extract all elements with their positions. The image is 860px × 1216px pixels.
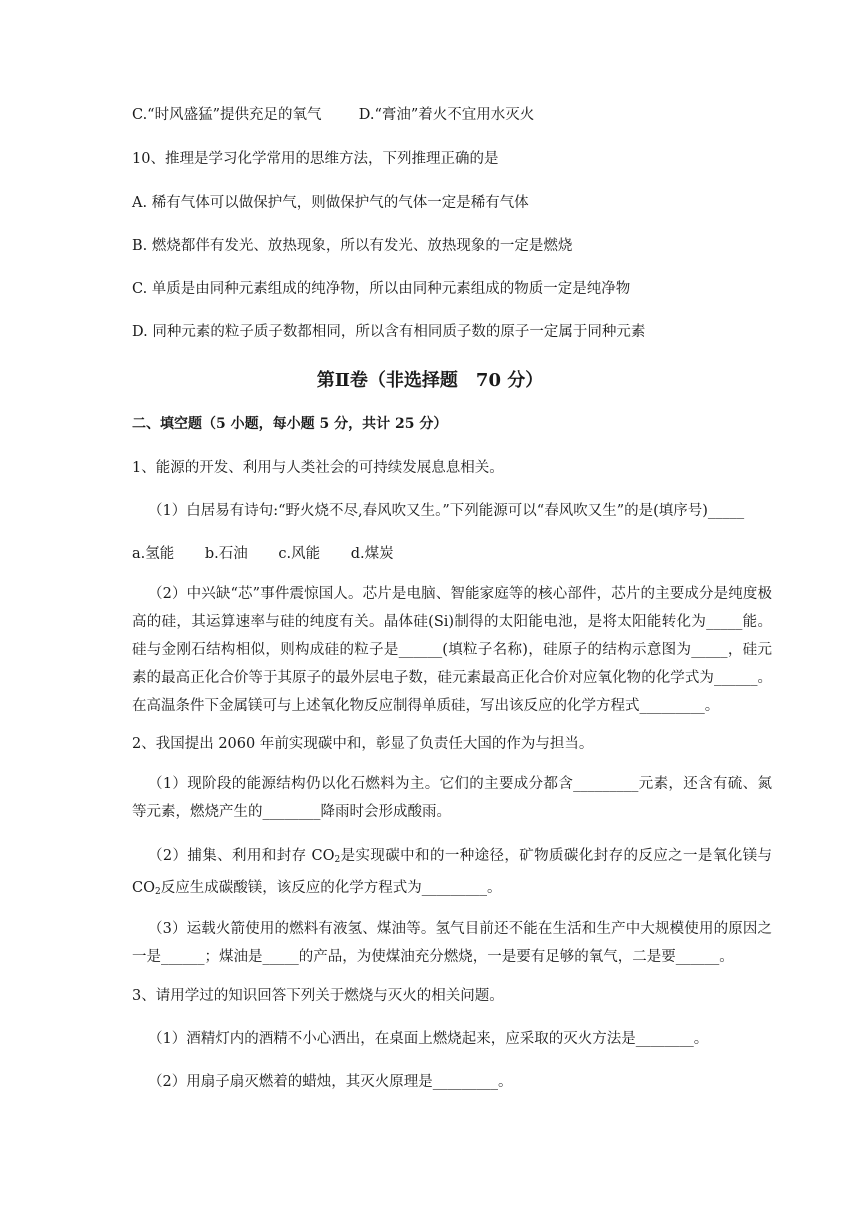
q10-option-b: B. 燃烧都伴有发光、放热现象，所以有发光、放热现象的一定是燃烧 — [132, 238, 573, 254]
q1-options — [132, 544, 420, 564]
q3-stem: 3、请用学过的知识回答下列关于燃烧与灭火的相关问题。 — [132, 988, 504, 1004]
co2-subscript: 2 — [334, 855, 341, 865]
q3-sub1: （1）酒精灯内的酒精不小心洒出，在桌面上燃烧起来，应采取的灭火方法是________。 — [148, 1031, 709, 1047]
q1-option-d: d.煤炭 — [350, 546, 394, 562]
q2-sub2-part-c: 反应生成碳酸镁，该反应的化学方程式为_________。 — [160, 880, 502, 896]
q10-option-a: A. 稀有气体可以做保护气，则做保护气的气体一定是稀有气体 — [132, 195, 529, 211]
q1-option-c: c.风能 — [278, 546, 321, 562]
q2-sub2-part-b: 是实现碳中和的一种途径，矿物质碳化封存的反应之一是氧化镁与 CO — [132, 848, 772, 896]
q1-option-b: b.石油 — [204, 546, 248, 562]
q10-stem: 10、推理是学习化学常用的思维方法，下列推理正确的是 — [132, 151, 499, 167]
q2-sub2-part-a: （2）捕集、利用和封存 CO — [148, 848, 335, 864]
q9-option-c: C.“时风盛猛”提供充足的氧气 — [132, 107, 322, 123]
q1-stem: 1、能源的开发、利用与人类社会的可持续发展息息相关。 — [132, 460, 504, 476]
q2-sub1: （1）现阶段的能源结构仍以化石燃料为主。它们的主要成分都含_________元素，还含有硫、氮等元素，燃烧产生的________降雨时会形成酸雨。 — [132, 776, 772, 820]
q9-option-d: D.“膏油”着火不宜用水灭火 — [358, 107, 535, 123]
q1-sub2: （2）中兴缺“芯”事件震惊国人。芯片是电脑、智能家庭等的核心部件，芯片的主要成分是纯度极高的硅，其运算速率与硅的纯度有关。晶体硅(Si)制得的太阳能电池，是将太阳能转化为_____能。硅与金刚石结构相似，则构成硅的粒子是______(填粒子名称)，硅原子的结构示意图为_____，硅元素的最高正化合价等于其原子的最外层电子数，硅元素最高正化合价对应氧化物的化学式为______。在高温条件下金属镁可与上述氧化物反应制得单质硅，写出该反应的化学方程式_________。 — [132, 586, 772, 714]
q2-sub2 — [132, 842, 772, 906]
q1-option-a: a.氢能 — [132, 546, 175, 562]
q2-sub3: （3）运载火箭使用的燃料有液氢、煤油等。氢气目前还不能在生活和生产中大规模使用的原因之一是______；煤油是_____的产品，为使煤油充分燃烧，一是要有足够的氧气，二是要______。 — [132, 921, 772, 965]
q1-sub1: （1）白居易有诗句:“野火烧不尽,春风吹又生。”下列能源可以“春风吹又生”的是(填序号)_____ — [148, 503, 745, 519]
q10-option-d: D. 同种元素的粒子质子数都相同，所以含有相同质子数的原子一定属于同种元素 — [132, 324, 646, 340]
co2-subscript: 2 — [154, 887, 161, 897]
q3-sub2: （2）用扇子扇灭燃着的蜡烛，其灭火原理是_________。 — [148, 1074, 513, 1090]
q9-options-row — [132, 105, 534, 125]
q2-stem: 2、我国提出 2060 年前实现碳中和，彰显了负责任大国的作为与担当。 — [132, 736, 594, 752]
part2-title: 第Ⅱ卷（非选择题 70 分） — [316, 370, 544, 391]
section2-heading: 二、填空题（5 小题，每小题 5 分，共计 25 分） — [132, 416, 448, 432]
q10-option-c: C. 单质是由同种元素组成的纯净物，所以由同种元素组成的物质一定是纯净物 — [132, 281, 631, 297]
